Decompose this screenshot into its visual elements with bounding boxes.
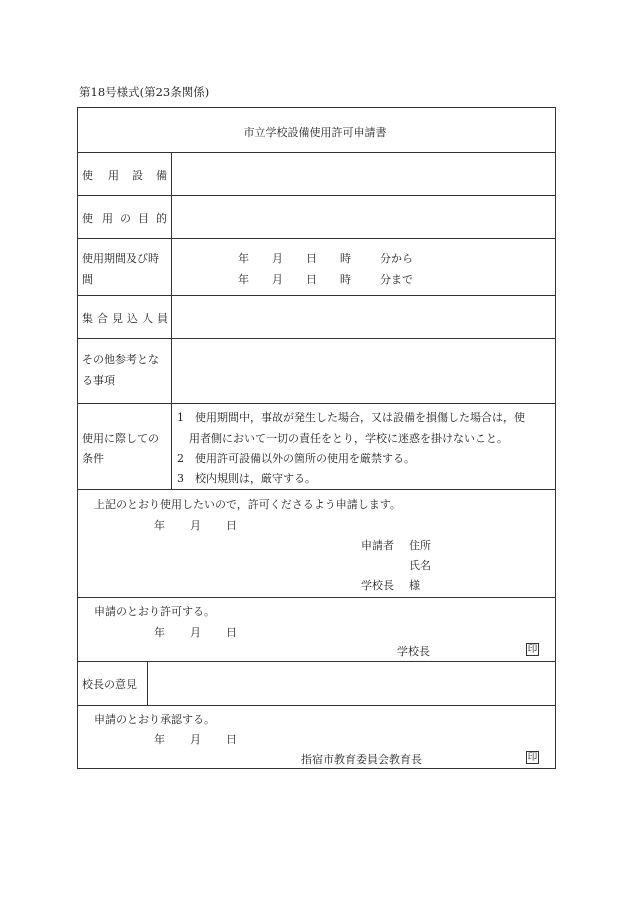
year-mark: 年 — [154, 519, 165, 532]
permission-principal: 学校長 — [397, 645, 430, 658]
form-title: 市立学校設備使用許可申請書 — [243, 126, 387, 139]
label-char: 備 — [156, 169, 167, 182]
label-char: 用 — [102, 212, 113, 225]
label-char: 合 — [97, 312, 108, 325]
approval-statement: 申請のとおり承認する。 — [94, 713, 215, 726]
label-char: 込 — [127, 312, 138, 325]
principal-opinion-field[interactable] — [148, 662, 555, 705]
label-principal-opinion: 校長の意見 — [82, 678, 137, 691]
label-conditions-line2: 条件 — [82, 452, 104, 465]
label-char: 使 — [82, 169, 93, 182]
label-char: 目 — [138, 212, 149, 225]
addressee-principal: 学校長 — [361, 579, 394, 592]
label-other-line2: る事項 — [82, 374, 115, 387]
rule — [77, 705, 556, 706]
rule — [77, 403, 556, 404]
year-mark: 年 — [238, 252, 249, 265]
attendees-field[interactable] — [172, 296, 555, 338]
rule — [77, 238, 556, 239]
day-mark: 日 — [226, 733, 237, 746]
label-char: 員 — [157, 312, 168, 325]
day-mark: 日 — [226, 626, 237, 639]
condition-3: 3 校内規則は，厳守する。 — [177, 472, 316, 485]
applicant-label: 申請者 — [361, 539, 394, 552]
label-char: 用 — [108, 169, 119, 182]
label-char: 人 — [142, 312, 153, 325]
hour-mark: 時 — [340, 252, 351, 265]
day-mark: 日 — [226, 519, 237, 532]
address-label: 住所 — [409, 539, 431, 552]
label-period-line1: 使用期間及び時 — [82, 252, 159, 265]
month-mark: 月 — [272, 252, 283, 265]
month-mark: 月 — [272, 273, 283, 286]
other-field[interactable] — [172, 339, 555, 403]
label-char: 設 — [132, 169, 143, 182]
name-label: 氏名 — [409, 559, 431, 572]
label-char: 的 — [156, 212, 167, 225]
month-mark: 月 — [190, 626, 201, 639]
year-mark: 年 — [154, 626, 165, 639]
month-mark: 月 — [190, 519, 201, 532]
hour-mark: 時 — [340, 273, 351, 286]
label-char: 使 — [82, 212, 93, 225]
approval-authority: 指宿市教育委員会教育長 — [301, 753, 422, 766]
label-other-line1: その他参考とな — [82, 353, 159, 366]
condition-2: 2 使用許可設備以外の箇所の使用を厳禁する。 — [177, 452, 415, 465]
year-mark: 年 — [238, 273, 249, 286]
application-statement: 上記のとおり使用したいので，許可くださるよう申請します。 — [94, 498, 401, 511]
label-char: 見 — [112, 312, 123, 325]
from-mark: 分から — [380, 252, 413, 265]
condition-1-line1: 1 使用期間中，事故が発生した場合，又は設備を損傷した場合は，使 — [177, 411, 525, 424]
rule — [77, 489, 556, 490]
label-char: 集 — [82, 312, 93, 325]
equipment-field[interactable] — [172, 153, 555, 195]
addressee-honorific: 様 — [409, 579, 420, 592]
day-mark: 日 — [306, 252, 317, 265]
seal-mark: 印 — [527, 644, 538, 655]
label-conditions-line1: 使用に際しての — [82, 432, 159, 445]
condition-1-line2: 用者側において一切の責任をとり，学校に迷惑を掛けないこと。 — [189, 432, 508, 445]
permission-statement: 申請のとおり許可する。 — [94, 605, 215, 618]
label-char: の — [120, 212, 131, 225]
month-mark: 月 — [190, 733, 201, 746]
form-number: 第18号様式(第23条関係) — [79, 85, 210, 99]
day-mark: 日 — [306, 273, 317, 286]
year-mark: 年 — [154, 733, 165, 746]
to-mark: 分まで — [380, 273, 413, 286]
label-period-line2: 間 — [82, 273, 93, 286]
purpose-field[interactable] — [172, 196, 555, 238]
seal-mark: 印 — [527, 752, 538, 763]
rule — [77, 597, 556, 598]
